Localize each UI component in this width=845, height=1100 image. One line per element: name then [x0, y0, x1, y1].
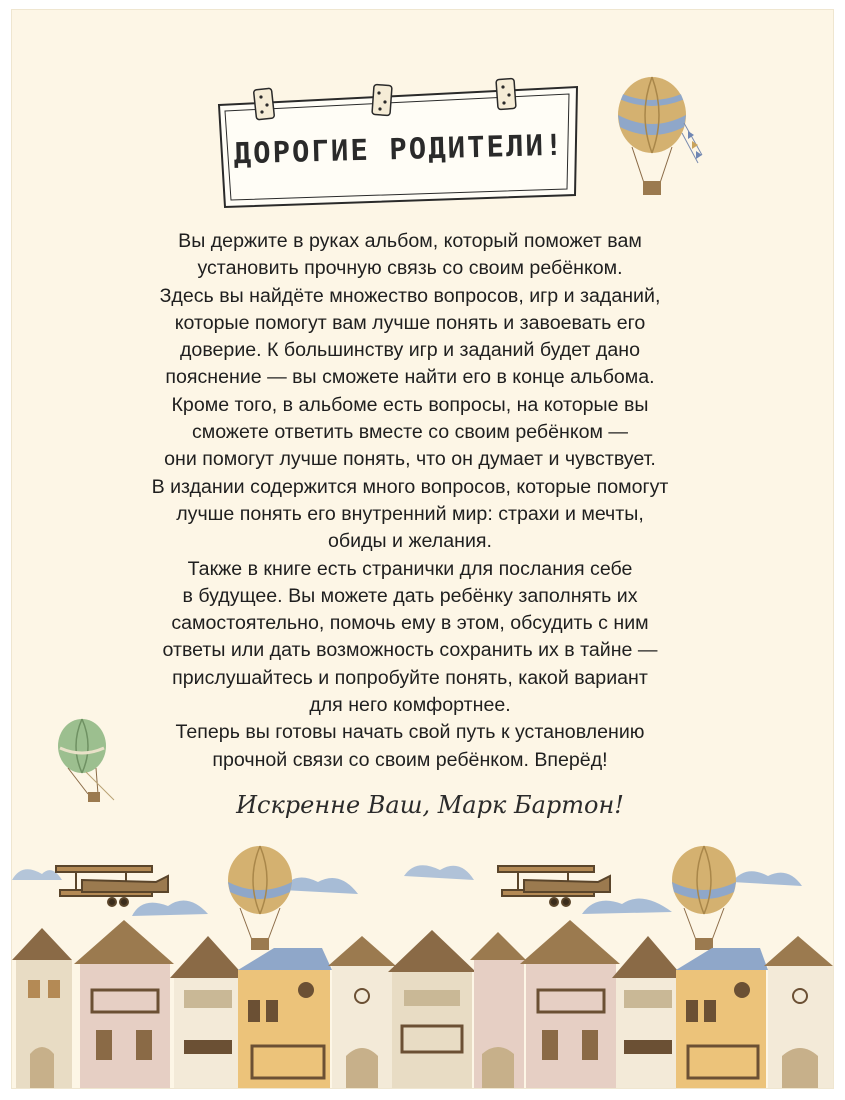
town-illustration: [12, 840, 833, 1088]
hot-air-balloon-icon: [610, 75, 706, 205]
hot-air-balloon-icon: [672, 846, 736, 950]
text-line: прислушайтесь и попробуйте понять, какой вариант: [172, 666, 648, 689]
text-line: Кроме того, в альбоме есть вопросы, на которые вы: [171, 393, 649, 416]
text-line: самостоятельно, помочь ему в этом, обсудить с ним: [171, 612, 649, 635]
text-line: Также в книге есть странички для послания себе: [187, 557, 633, 580]
text-line: лучше понять его внутренний мир: страхи и мечты,: [176, 502, 644, 525]
house-icon: [12, 928, 72, 1088]
text-line: обиды и желания.: [328, 530, 492, 553]
text-line: установить прочную связь со своим ребёнком.: [197, 257, 623, 280]
text-line: Здесь вы найдёте множество вопросов, игр и заданий,: [159, 284, 661, 307]
hot-air-balloon-icon: [52, 718, 122, 810]
text-line: ответы или дать возможность сохранить их в тайне —: [162, 639, 658, 662]
house-icon: [170, 936, 246, 1088]
text-line: Вы держите в руках альбом, который поможет вам: [178, 230, 642, 252]
house-icon: [470, 932, 526, 1088]
text-line: которые помогут вам лучше понять и завоевать его: [174, 311, 646, 334]
text-line: В издании содержится много вопросов, которые помогут: [151, 475, 669, 498]
house-icon: [520, 920, 620, 1088]
text-line: пояснение — вы сможете найти его в конце альбома.: [165, 366, 655, 389]
text-line: сможете ответить вместе со своим ребёнком —: [191, 421, 629, 444]
text-line: Теперь вы готовы начать свой путь к установлению: [175, 721, 645, 744]
house-icon: [388, 930, 476, 1088]
text-line: они помогут лучше понять, что он думает и чувствует.: [164, 448, 656, 471]
text-line: для него комфортнее.: [309, 694, 511, 717]
biplane-icon: [498, 866, 610, 906]
text-line: в будущее. Вы можете дать ребёнку заполнять их: [182, 584, 638, 607]
house-icon: [612, 936, 684, 1088]
hot-air-balloon-icon: [228, 846, 292, 950]
house-icon: [328, 936, 396, 1088]
house-icon: [238, 948, 332, 1088]
text-line: прочной связи со своим ребёнком. Вперёд!: [212, 748, 608, 771]
text-line: доверие. К большинству игр и заданий будет дано: [180, 339, 640, 362]
intro-text: [60, 228, 760, 774]
page-title: ДОРОГИЕ РОДИТЕЛИ!: [233, 127, 565, 171]
signature: Искренне Ваш, Марк Бартон!: [236, 791, 624, 819]
house-icon: [764, 936, 833, 1088]
house-icon: [74, 920, 174, 1088]
biplane-icon: [56, 866, 168, 906]
house-icon: [676, 948, 768, 1088]
